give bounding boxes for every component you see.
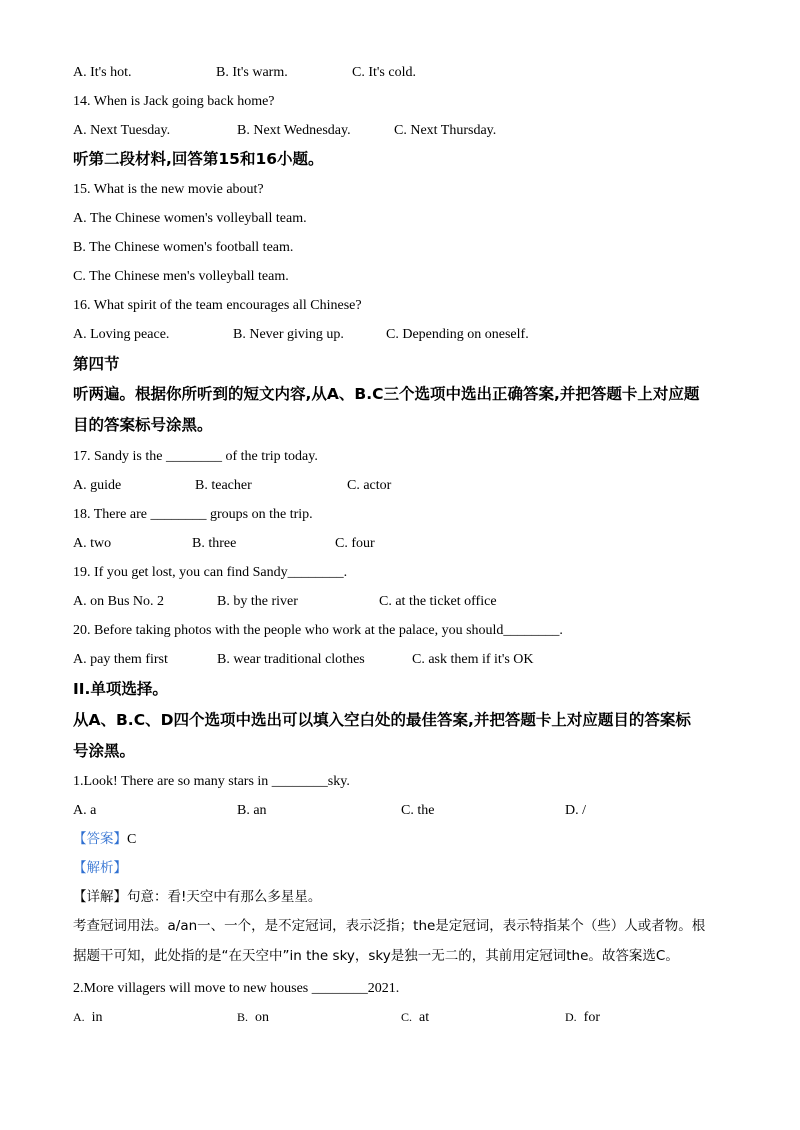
mc1-detail [73, 891, 321, 905]
q14-option-b: B. Next Wednesday. [237, 123, 351, 138]
q19-option-a: A. on Bus No. 2 [73, 594, 165, 609]
q18-question: 18. There are ________ groups on the trip. [73, 507, 313, 522]
q13-option-b: B. It's warm. [216, 65, 288, 80]
q17-question: 17. Sandy is the ________ of the trip today. [73, 449, 318, 464]
part4-instruction-line2: 目的答案标号涂黑。 [73, 416, 213, 434]
q19-option-c: C. at the ticket office [379, 594, 497, 609]
listening-section2-heading: 听第二段材料,回答第15和16小题。 [73, 150, 324, 168]
mc2-option-c-letter: C. [401, 1010, 413, 1024]
q20-option-a: A. pay them first [73, 652, 168, 667]
mc1-option-c: C. the [401, 803, 435, 818]
q16-option-c: C. Depending on oneself. [386, 327, 529, 342]
q20-question: 20. Before taking photos with the people who work at the palace, you should________. [73, 623, 563, 638]
q15-question: 15. What is the new movie about? [73, 182, 264, 197]
mc2-option-a-letter: A. [73, 1010, 85, 1024]
detail-text: 句意：看!天空中有那么多星星。 [127, 889, 322, 905]
q15-option-a: A. The Chinese women's volleyball team. [73, 211, 307, 226]
section2-title: II.单项选择。 [73, 680, 168, 698]
mc2-option-c [401, 1011, 429, 1025]
mc2-option-a-text: in [91, 1010, 103, 1025]
mc1-explanation-line2: 据题干可知，此处指的是“在天空中”in the sky，sky是独一无二的，其前用定冠词the。故答案选C。 [73, 948, 679, 964]
mc1-option-b: B. an [237, 803, 267, 818]
mc1-option-d: D. / [565, 803, 586, 818]
q15-option-b: B. The Chinese women's football team. [73, 240, 294, 255]
q13-option-c: C. It's cold. [352, 65, 416, 80]
q19-question: 19. If you get lost, you can find Sandy________. [73, 565, 348, 580]
q13-option-a: A. It's hot. [73, 65, 132, 80]
mc2-option-b [237, 1011, 269, 1025]
section2-instruction-line2: 号涂黑。 [73, 742, 136, 760]
mc2-option-a [73, 1011, 103, 1025]
q16-option-b: B. Never giving up. [233, 327, 344, 342]
mc2-question: 2.More villagers will move to new houses ________2021. [73, 981, 400, 996]
mc2-option-d-letter: D. [565, 1010, 577, 1024]
answer-value: C [127, 832, 137, 847]
q15-option-c: C. The Chinese men's volleyball team. [73, 269, 289, 284]
q16-question: 16. What spirit of the team encourages all Chinese? [73, 298, 362, 313]
q14-question: 14. When is Jack going back home? [73, 94, 275, 109]
q18-option-a: A. two [73, 536, 112, 551]
q18-option-b: B. three [192, 536, 237, 551]
q17-option-c: C. actor [347, 478, 392, 493]
part4-title: 第四节 [73, 355, 120, 373]
mc1-option-a: A. a [73, 803, 97, 818]
mc1-analysis [73, 862, 127, 876]
part4-instruction-line1: 听两遍。根据你所听到的短文内容,从A、B.C三个选项中选出正确答案,并把答题卡上对应题 [73, 385, 700, 403]
q20-option-c: C. ask them if it's OK [412, 652, 534, 667]
mc1-explanation-line1: 考查冠词用法。a/an一、一个，是不定冠词，表示泛指；the是定冠词，表示特指某个（些）人或者物。根 [73, 918, 706, 934]
mc2-option-d-text: for [583, 1010, 600, 1025]
q16-option-a: A. Loving peace. [73, 327, 170, 342]
mc2-option-b-text: on [255, 1010, 270, 1025]
q19-option-b: B. by the river [217, 594, 298, 609]
answer-label: 【答案】 [73, 831, 127, 847]
q17-option-a: A. guide [73, 478, 122, 493]
mc2-option-d [565, 1011, 600, 1025]
mc2-option-c-text: at [419, 1010, 430, 1025]
q14-option-c: C. Next Thursday. [394, 123, 497, 138]
mc1-answer [73, 833, 136, 847]
analysis-label: 【解析】 [73, 860, 127, 876]
mc1-question: 1.Look! There are so many stars in ________sky. [73, 774, 350, 789]
mc2-option-b-letter: B. [237, 1010, 249, 1024]
q14-option-a: A. Next Tuesday. [73, 123, 171, 138]
q17-option-b: B. teacher [195, 478, 252, 493]
section2-instruction-line1: 从A、B.C、D四个选项中选出可以填入空白处的最佳答案,并把答题卡上对应题目的答案标 [73, 711, 691, 729]
q18-option-c: C. four [335, 536, 375, 551]
q20-option-b: B. wear traditional clothes [217, 652, 365, 667]
detail-label: 【详解】 [73, 889, 127, 905]
